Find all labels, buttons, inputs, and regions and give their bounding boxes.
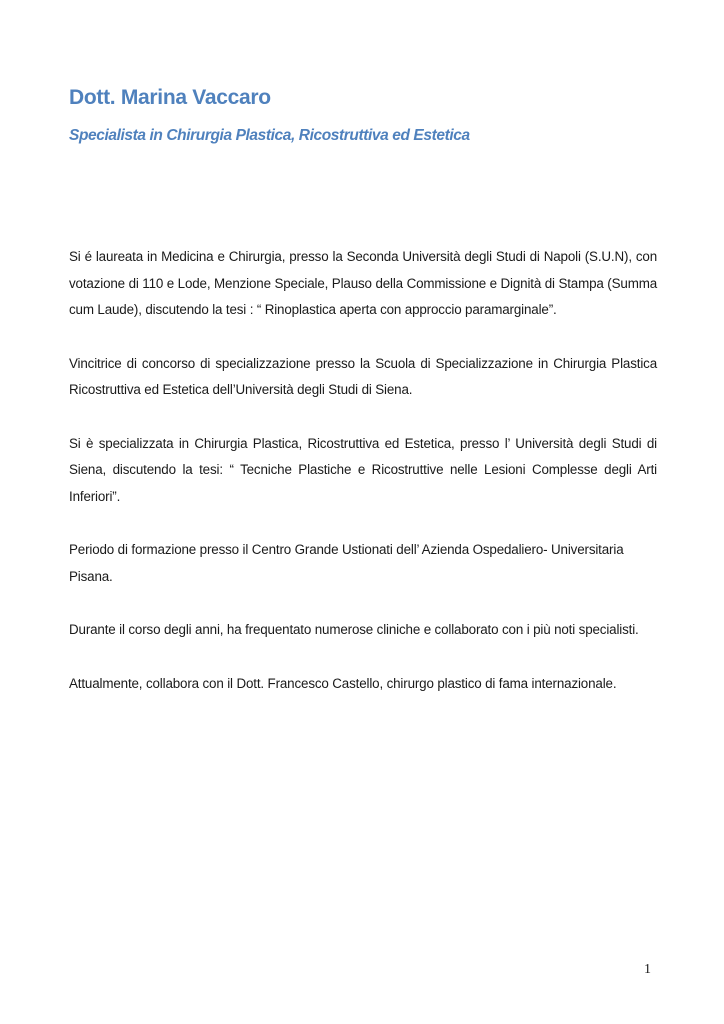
paragraph-specialization-competition: Vincitrice di concorso di specializzazione presso la Scuola di Specializzazione in Chirurgia Plastica Ricostruttiva ed Estetica dell’Università degli Studi di Siena. (69, 355, 657, 397)
document-subtitle: Specialista in Chirurgia Plastica, Ricostruttiva ed Estetica (69, 127, 470, 144)
paragraph-current-collaboration: Attualmente, collabora con il Dott. Francesco Castello, chirurgo plastico di fama internazionale. (69, 675, 617, 691)
document-body (69, 244, 657, 724)
page-number: 1 (644, 962, 651, 977)
paragraph-clinics: Durante il corso degli anni, ha frequentato numerose cliniche e collaborato con i più noti specialisti. (69, 622, 639, 637)
paragraph-training: Periodo di formazione presso il Centro Grande Ustionati dell’ Azienda Ospedaliero- Universitaria Pisana. (69, 542, 624, 584)
document-title: Dott. Marina Vaccaro (69, 86, 271, 109)
paragraph-specialization: Si è specializzata in Chirurgia Plastica, Ricostruttiva ed Estetica, presso l’ Università degli Studi di Siena, discutendo la tesi: “ Tecniche Plastiche e Ricostruttive nelle Lesioni Complesse degli Arti Inferiori”. (69, 435, 657, 504)
paragraph-education: Si é laureata in Medicina e Chirurgia, presso la Seconda Università degli Studi di Napoli (S.U.N), con votazione di 110 e Lode, Menzione Speciale, Plauso della Commissione e Dignità di Stampa (Summa cum Laude), discutendo la tesi : “ Rinoplastica aperta con approccio paramarginale”. (69, 249, 657, 317)
